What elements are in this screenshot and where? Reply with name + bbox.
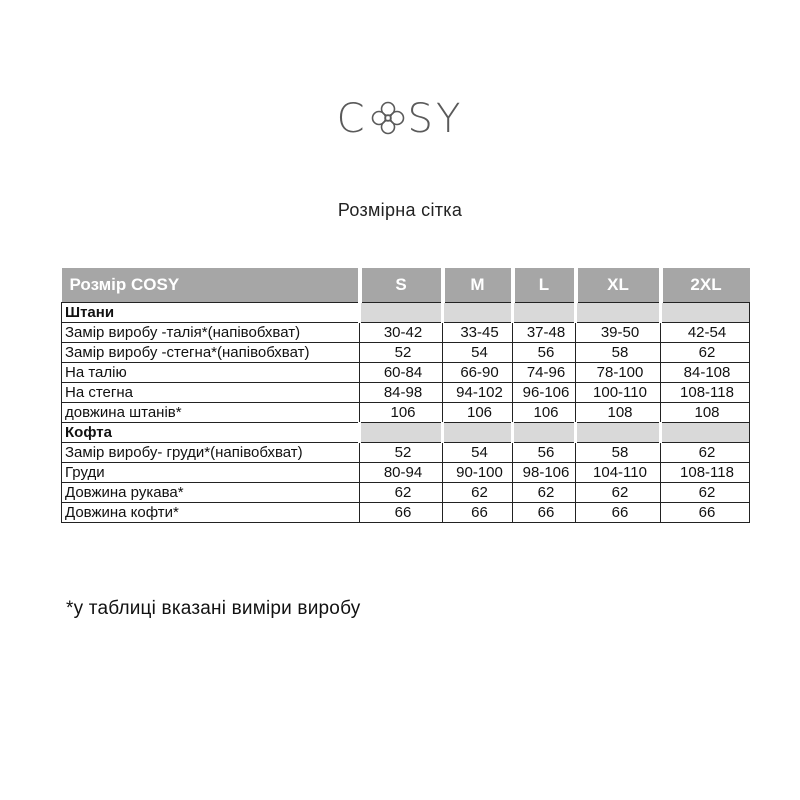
page-title: Розмірна сітка	[337, 200, 463, 220]
section-blank-cell	[513, 423, 576, 443]
size-value-cell: 108-118	[661, 383, 750, 403]
table-row	[62, 463, 750, 483]
size-value-cell: 56	[513, 443, 576, 463]
size-value-cell: 108	[576, 403, 661, 423]
size-value-cell: 62	[661, 343, 750, 363]
size-value-cell: 66-90	[443, 363, 513, 383]
footnote: *у таблиці вказані виміри виробу	[66, 598, 361, 619]
size-value-cell: 96-106	[513, 383, 576, 403]
row-label: Довжина рукава*	[62, 483, 360, 503]
size-value-cell: 66	[360, 503, 443, 523]
size-value-cell: 60-84	[360, 363, 443, 383]
size-value-cell: 108	[661, 403, 750, 423]
size-value-cell: 37-48	[513, 323, 576, 343]
logo-letters-sy: SY	[407, 96, 464, 142]
flower-icon	[368, 98, 408, 138]
table-row	[62, 343, 750, 363]
size-value-cell: 58	[576, 443, 661, 463]
table-row	[62, 323, 750, 343]
section-blank-cell	[360, 303, 443, 323]
size-value-cell: 94-102	[443, 383, 513, 403]
table-body	[62, 303, 750, 523]
size-value-cell: 42-54	[661, 323, 750, 343]
header-size-2xl: 2XL	[661, 268, 750, 303]
size-value-cell: 74-96	[513, 363, 576, 383]
table-row	[62, 443, 750, 463]
header-size-label: Розмір COSY	[62, 268, 360, 303]
section-blank-cell	[661, 303, 750, 323]
size-value-cell: 104-110	[576, 463, 661, 483]
row-label: На талію	[62, 363, 360, 383]
section-title: Кофта	[62, 423, 360, 443]
section-row	[62, 423, 750, 443]
section-title: Штани	[62, 303, 360, 323]
size-value-cell: 66	[661, 503, 750, 523]
table-row	[62, 503, 750, 523]
brand-logo	[0, 96, 800, 142]
section-blank-cell	[576, 303, 661, 323]
section-blank-cell	[360, 423, 443, 443]
size-value-cell: 100-110	[576, 383, 661, 403]
size-value-cell: 54	[443, 443, 513, 463]
row-label: Груди	[62, 463, 360, 483]
size-value-cell: 66	[576, 503, 661, 523]
size-value-cell: 30-42	[360, 323, 443, 343]
size-value-cell: 78-100	[576, 363, 661, 383]
size-value-cell: 66	[513, 503, 576, 523]
logo-letter-c: C	[336, 96, 368, 142]
section-blank-cell	[443, 303, 513, 323]
table-row	[62, 383, 750, 403]
size-value-cell: 62	[513, 483, 576, 503]
table-row	[62, 363, 750, 383]
section-blank-cell	[661, 423, 750, 443]
header-size-m: M	[443, 268, 513, 303]
row-label: На стегна	[62, 383, 360, 403]
size-value-cell: 62	[661, 483, 750, 503]
table-row	[62, 483, 750, 503]
size-value-cell: 52	[360, 343, 443, 363]
row-label: Замір виробу- груди*(напівобхват)	[62, 443, 360, 463]
row-label: довжина штанів*	[62, 403, 360, 423]
section-row	[62, 303, 750, 323]
size-value-cell: 62	[576, 483, 661, 503]
header-size-s: S	[360, 268, 443, 303]
size-value-cell: 62	[360, 483, 443, 503]
size-value-cell: 108-118	[661, 463, 750, 483]
section-blank-cell	[443, 423, 513, 443]
header-size-l: L	[513, 268, 576, 303]
size-value-cell: 98-106	[513, 463, 576, 483]
size-value-cell: 52	[360, 443, 443, 463]
section-blank-cell	[513, 303, 576, 323]
row-label: Замір виробу -стегна*(напівобхват)	[62, 343, 360, 363]
size-value-cell: 106	[513, 403, 576, 423]
table-row	[62, 403, 750, 423]
size-value-cell: 66	[443, 503, 513, 523]
size-value-cell: 33-45	[443, 323, 513, 343]
table-header-row	[62, 268, 750, 303]
header-size-xl: XL	[576, 268, 661, 303]
size-value-cell: 62	[661, 443, 750, 463]
size-value-cell: 80-94	[360, 463, 443, 483]
row-label: Довжина кофти*	[62, 503, 360, 523]
size-value-cell: 58	[576, 343, 661, 363]
size-value-cell: 106	[443, 403, 513, 423]
section-blank-cell	[576, 423, 661, 443]
size-value-cell: 84-98	[360, 383, 443, 403]
size-value-cell: 106	[360, 403, 443, 423]
size-value-cell: 39-50	[576, 323, 661, 343]
size-value-cell: 90-100	[443, 463, 513, 483]
size-table	[61, 268, 750, 523]
size-value-cell: 62	[443, 483, 513, 503]
row-label: Замір виробу -талія*(напівобхват)	[62, 323, 360, 343]
size-value-cell: 56	[513, 343, 576, 363]
size-value-cell: 54	[443, 343, 513, 363]
size-value-cell: 84-108	[661, 363, 750, 383]
